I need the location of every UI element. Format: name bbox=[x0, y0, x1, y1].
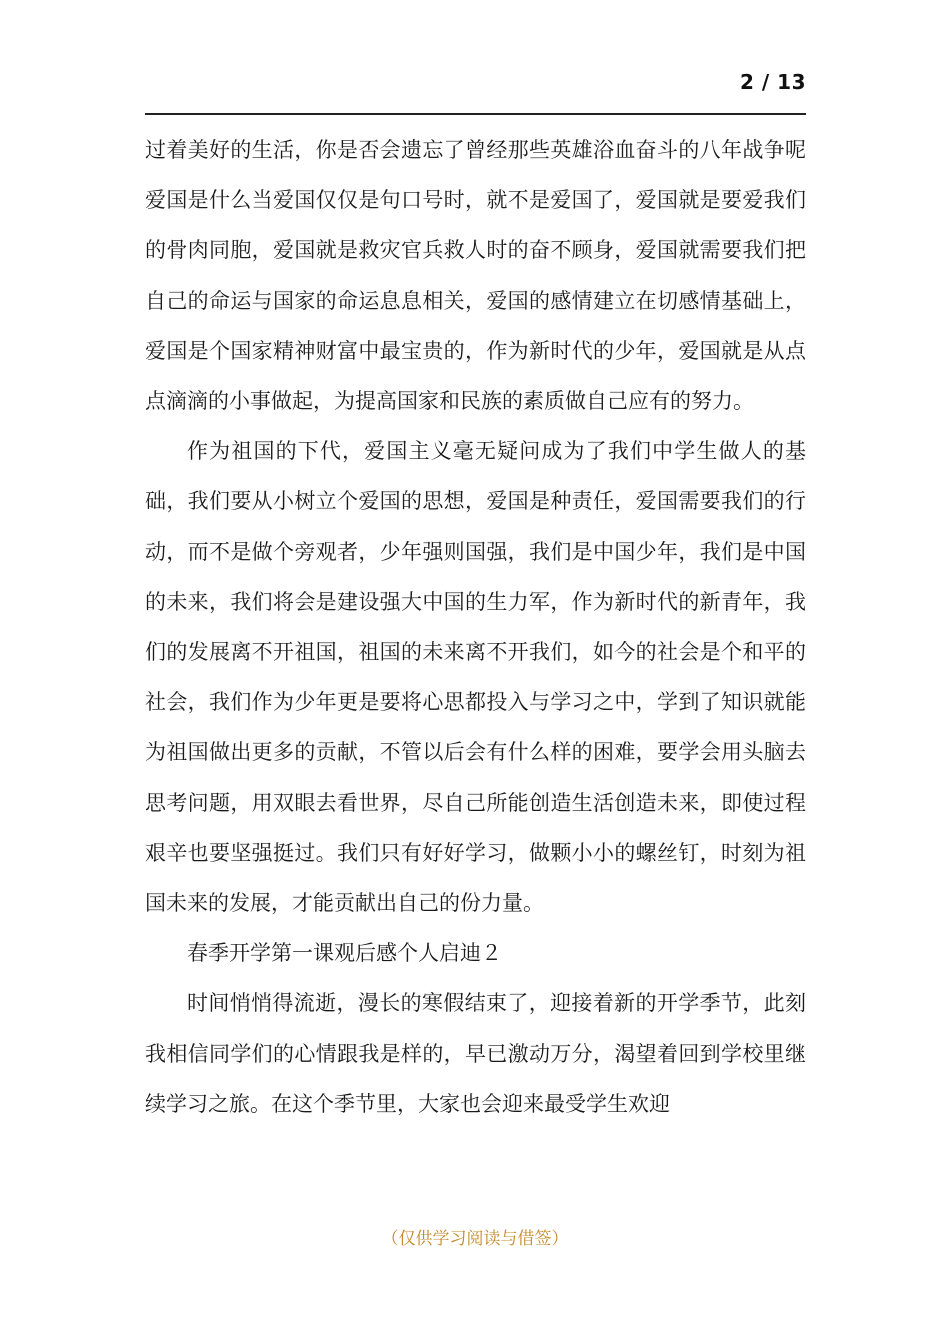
footer-note: （仅供学习阅读与借签） bbox=[381, 1229, 569, 1249]
header-divider bbox=[145, 113, 806, 115]
document-body bbox=[145, 125, 806, 1129]
page-number: 2 / 13 bbox=[740, 70, 806, 94]
paragraph-continued: 过着美好的生活，你是否会遗忘了曾经那些英雄浴血奋斗的八年战争呢爱国是什么当爱国仅仅是句口号时，就不是爱国了，爱国就是要爱我们的骨肉同胞，爱国就是救灾官兵救人时的奋不顾身，爱国就需要我们把自己的命运与国家的命运息息相关，爱国的感情建立在切感情基础上，爱国是个国家精神财富中最宝贵的，作为新时代的少年，爱国就是从点点滴滴的小事做起，为提高国家和民族的素质做自己应有的努力。 bbox=[145, 138, 806, 414]
paragraph-new-term: 时间悄悄得流逝，漫长的寒假结束了，迎接着新的开学季节，此刻我相信同学们的心情跟我是样的，早已激动万分，渴望着回到学校里继续学习之旅。在这个季节里，大家也会迎来最受学生欢迎 bbox=[145, 991, 806, 1116]
paragraph-patriotism: 作为祖国的下代，爱国主义毫无疑问成为了我们中学生做人的基础，我们要从小树立个爱国的思想，爱国是种责任，爱国需要我们的行动，而不是做个旁观者，少年强则国强，我们是中国少年，我们是中国的未来，我们将会是建设强大中国的生力军，作为新时代的新青年，我们的发展离不开祖国，祖国的未来离不开我们，如今的社会是个和平的社会，我们作为少年更是要将心思都投入与学习之中，学到了知识就能为祖国做出更多的贡献，不管以后会有什么样的困难，要学会用头脑去思考问题，用双眼去看世界，尽自己所能创造生活创造未来，即使过程艰辛也要坚强挺过。我们只有好好学习，做颗小小的螺丝钉，时刻为祖国未来的发展，才能贡献出自己的份力量。 bbox=[145, 439, 806, 916]
section-heading: 春季开学第一课观后感个人启迪２ bbox=[187, 941, 502, 966]
